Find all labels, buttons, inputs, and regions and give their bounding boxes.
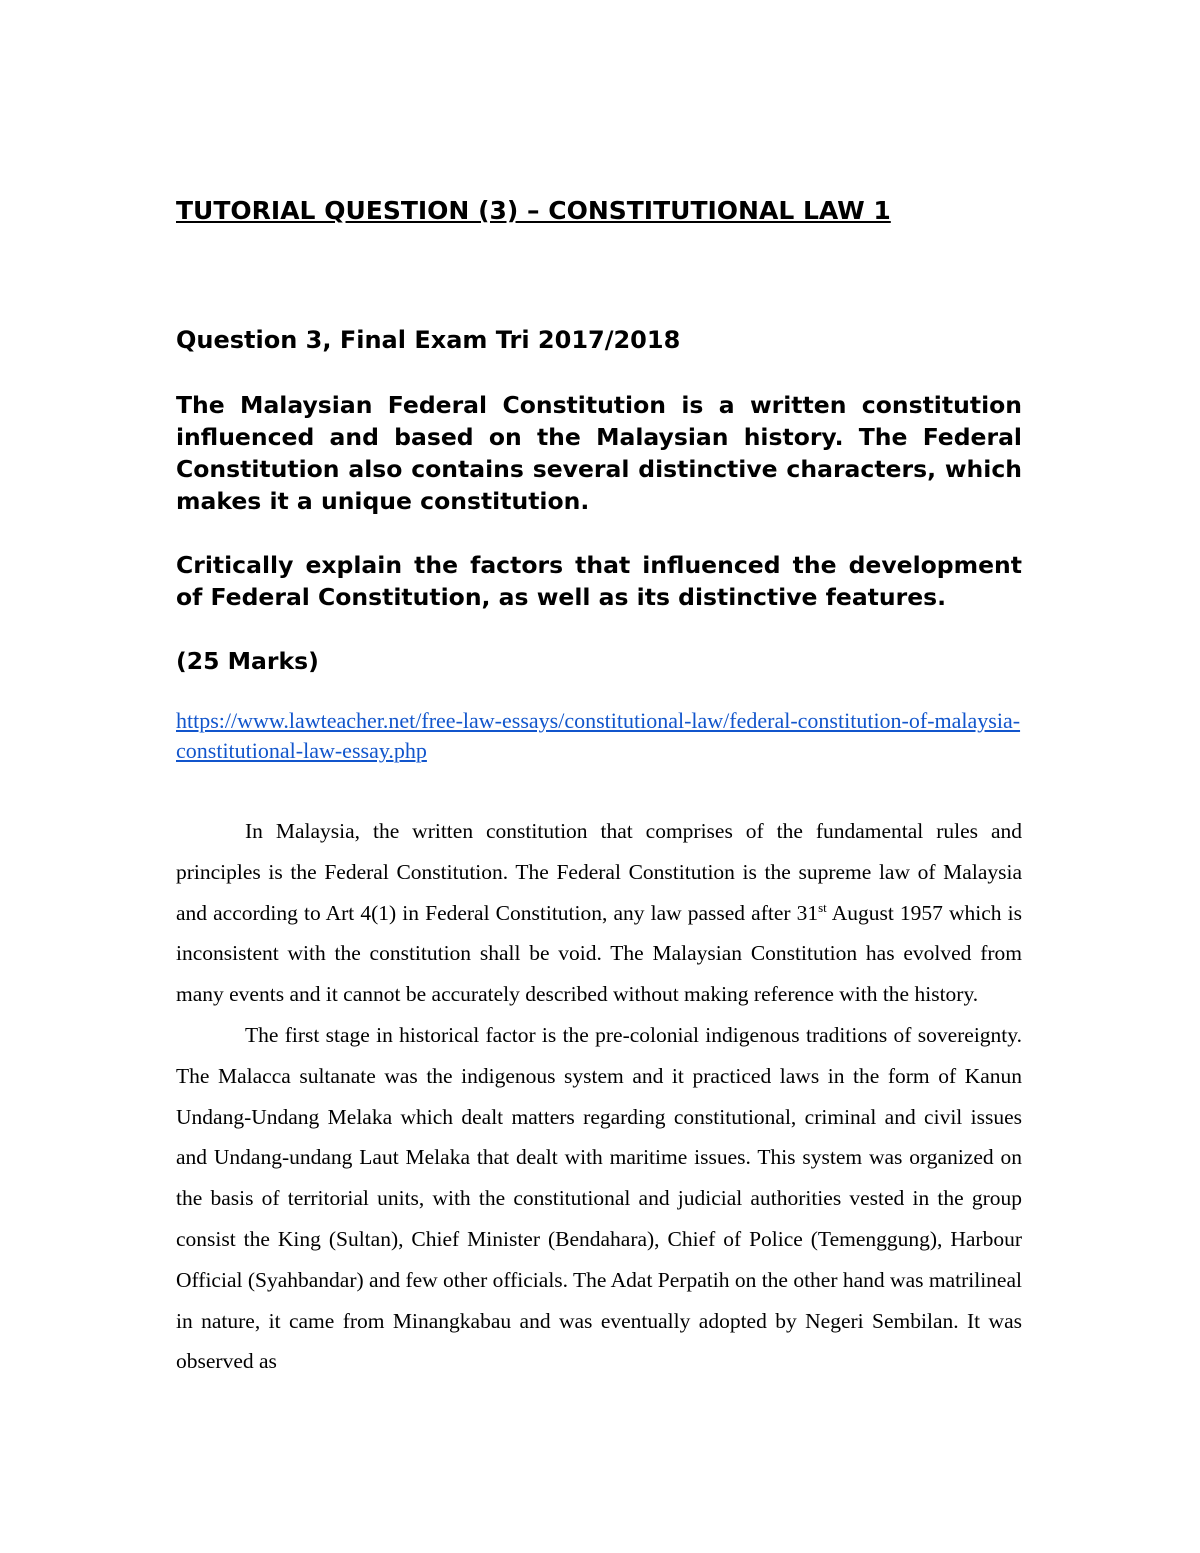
essay-body xyxy=(176,811,1022,1382)
ordinal-superscript: st xyxy=(818,899,827,915)
body-paragraph-1 xyxy=(176,811,1022,1015)
reference-link[interactable]: https://www.lawteacher.net/free-law-essays/constitutional-law/federal-constitution-of-malaysia-constitutional-law-essay.php xyxy=(176,708,1021,763)
body-paragraph-1-part-b: August 1957 which is inconsistent with the constitution shall be void. The Malaysian Constitution has evolved from many events and it cannot be accurately described without making reference with the history. xyxy=(176,900,1022,1007)
document-title: TUTORIAL QUESTION (3) – CONSTITUTIONAL LAW 1 xyxy=(176,196,891,225)
body-paragraph-1-part-a: In Malaysia, the written constitution that comprises of the fundamental rules and principles is the Federal Constitution. The Federal Constitution is the supreme law of Malaysia and according to Art 4(1) in Federal Constitution, any law passed after 31 xyxy=(176,819,1022,925)
question-heading: Question 3, Final Exam Tri 2017/2018 xyxy=(176,326,681,354)
question-paragraph-1: The Malaysian Federal Constitution is a written constitution influenced and based on the Malaysian history. The Federal Constitution also contains several distinctive characters, which makes it a unique constitution. xyxy=(176,391,1022,515)
question-paragraph-2: Critically explain the factors that influenced the development of Federal Constitution, as well as its distinctive features. xyxy=(176,551,1022,611)
marks-label: (25 Marks) xyxy=(176,647,319,675)
body-paragraph-2: The first stage in historical factor is the pre-colonial indigenous traditions of sovereignty. The Malacca sultanate was the indigenous system and it practiced laws in the form of Kanun Undang-Undang Melaka which dealt matters regarding constitutional, criminal and civil issues and Undang-undang Laut Melaka that dealt with maritime issues. This system was organized on the basis of territorial units, with the constitutional and judicial authorities vested in the group consist the King (Sultan), Chief Minister (Bendahara), Chief of Police (Temenggung), Harbour Official (Syahbandar) and few other officials. The Adat Perpatih on the other hand was matrilineal in nature, it came from Minangkabau and was eventually adopted by Negeri Sembilan. It was observed as xyxy=(176,1022,1022,1374)
